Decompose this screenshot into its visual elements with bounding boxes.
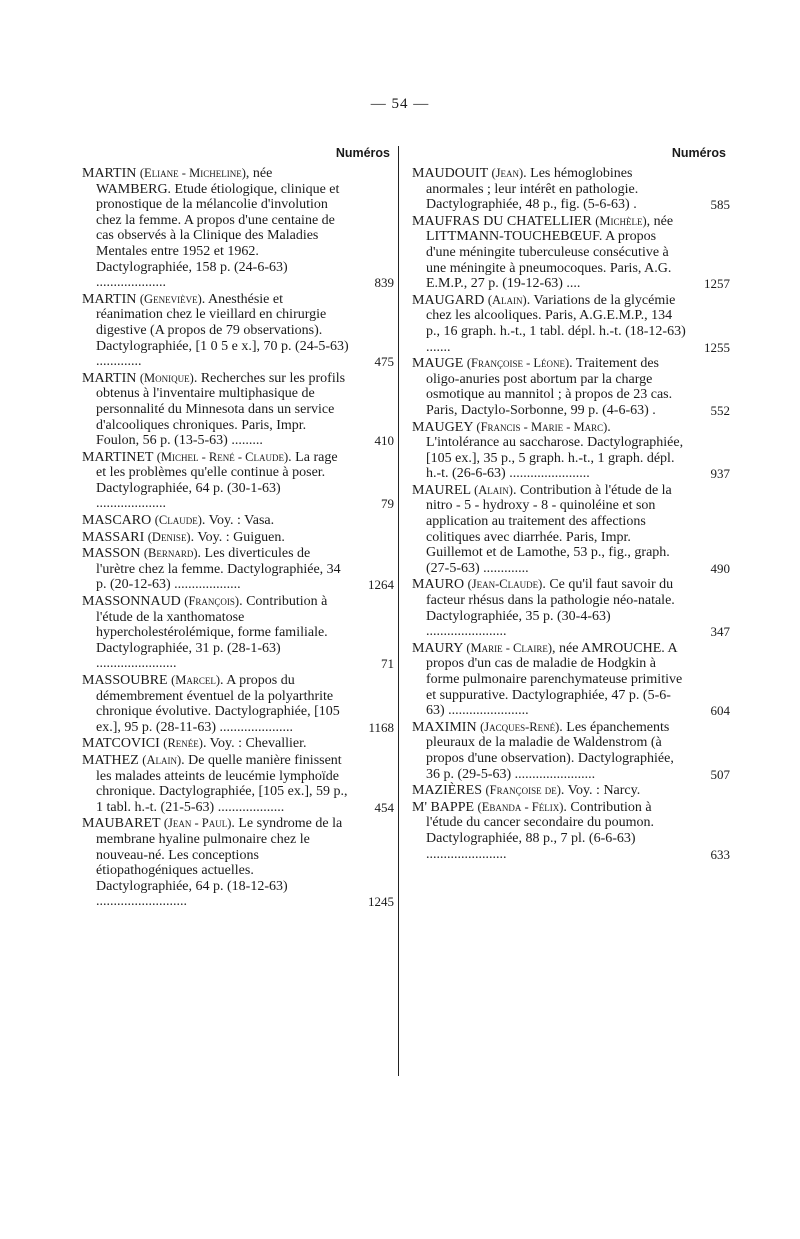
index-entry: [82, 450, 394, 512]
entry-number: 490: [710, 560, 730, 576]
entry-number: 347: [710, 624, 730, 640]
index-entry: [82, 753, 394, 815]
index-entry: [412, 166, 730, 213]
author-name: MATCOVICI: [82, 736, 160, 752]
author-given-name: (Jean - Paul): [163, 816, 232, 831]
author-given-name: (Alain): [487, 292, 527, 307]
author-name: MARTIN: [82, 166, 137, 181]
entry-description: , née WAMBERG. Etude étiologique, clinique et pronostique de la mélancolie d'involution chez la femme. A propos d'une centaine de cas observés à la Clinique des Maladies Mentales entre 1952 et 1962. Dactylographiée, 158 p. (24-6-63) ....................: [96, 166, 340, 291]
author-name: MASSOUBRE: [82, 673, 168, 688]
page-number: — 54 —: [370, 96, 430, 112]
entry-description: , née AMROUCHE. A propos d'un cas de maladie de Hodgkin à forme pulmonaire parenchymateuse primitive et suppurative. Dactylographiée, 47 p. (5-6-63) .......................: [426, 640, 683, 719]
author-given-name: (Alain): [474, 482, 513, 497]
entry-description: . Variations de la glycémie chez les alcooliques. Paris, A.G.E.M.P., 134 p., 16 graph. h.-t., 1 tabl. dépl. h.-t. (18-12-63) .......: [426, 292, 686, 355]
entry-description: . Les diverticules de l'urètre chez la femme. Dactylographiée, 34 p. (20-12-63) ...................: [96, 546, 341, 593]
index-entry: [412, 483, 730, 577]
author-name: MATHEZ: [82, 752, 139, 768]
entry-number: 507: [710, 766, 730, 782]
index-entry: [82, 673, 394, 735]
entry-description: . Traitement des oligo-anuries post abortum par la charge osmotique au mannitol ; à propos de 23 cas. Paris, Dactylo-Sorbonne, 99 p. (4-6-63) .: [426, 356, 673, 418]
author-given-name: (Claude): [154, 513, 202, 528]
author-given-name: (Jacques-René): [480, 719, 560, 734]
index-entry: [412, 214, 730, 292]
author-name: MAUGE: [412, 356, 464, 372]
author-name: MARTIN: [82, 291, 137, 307]
entry-description: . Voy. : Narcy.: [560, 783, 641, 799]
author-name: MAURO: [412, 577, 465, 593]
author-name: MAXIMIN: [412, 719, 477, 735]
author-given-name: (Françoise - Léone): [466, 356, 570, 371]
entry-description: . Contribution à l'étude du cancer secondaire du poumon. Dactylographiée, 88 p., 7 pl. (6-6-63) .......................: [426, 799, 654, 862]
entry-description: . Voy. : Vasa.: [201, 513, 275, 529]
author-name: MAUGEY: [412, 419, 473, 435]
author-name: MARTINET: [82, 449, 154, 465]
author-given-name: (Michèle): [595, 213, 647, 228]
author-given-name: (Michel - René - Claude): [156, 449, 289, 464]
author-name: MAUBARET: [82, 816, 161, 832]
author-name: MAZIÈRES: [412, 783, 482, 799]
index-entry: [412, 356, 730, 418]
entry-number: 552: [710, 402, 730, 418]
author-name: MAUGARD: [412, 292, 485, 308]
entry-description: . Voy. : Guiguen.: [190, 529, 285, 545]
entry-description: . Voy. : Chevallier.: [202, 736, 307, 752]
index-entry: [82, 292, 394, 370]
entry-description: . L'intolérance au saccharose. Dactylographiée, [105 ex.], 35 p., 5 graph. h.-t., 1 graph. dépl. h.-t. (26-6-63) .......................: [426, 419, 684, 482]
author-name: MASCARO: [82, 513, 152, 529]
author-name: MASSON: [82, 546, 141, 562]
entry-number: 1245: [368, 894, 394, 910]
author-given-name: (Francis - Marie - Marc): [476, 419, 608, 434]
index-entry: [82, 546, 394, 593]
author-given-name: (Jean-Claude): [467, 577, 543, 592]
index-entry: [82, 530, 394, 546]
entry-number: 71: [381, 656, 394, 672]
entry-number: 585: [710, 197, 730, 213]
index-entry: [412, 420, 730, 482]
entry-number: 410: [374, 433, 394, 449]
author-name: MAUFRAS DU CHATELLIER: [412, 213, 592, 229]
index-entry: [412, 577, 730, 639]
author-name: MAUREL: [412, 482, 471, 498]
entry-description: . Recherches sur les profils obtenus à l'inventaire multiphasique de personnalité du Minnesota dans un service d'alcooliques chroniques. Paris, Impr. Foulon, 56 p. (13-5-63) .........: [96, 370, 346, 449]
index-entry: [82, 371, 394, 449]
entry-description: . Les épanchements pleuraux de la maladie de Waldenstrom (à propos d'une observation). Dactylographiée, 36 p. (29-5-63) .......................: [426, 719, 674, 782]
entry-description: . A propos du démembrement éventuel de la polyarthrite chronique évolutive. Dactylographiée, [105 ex.], 95 p. (28-11-63) .....................: [96, 673, 340, 735]
entry-description: . Contribution à l'étude de la nitro - 5 - hydroxy - 8 - quinoléine et son application au traitement des affections colitiques avec diarrhée. Paris, Impr. Guillemot et de Lamothe, 53 p., fig., graph. (27-5-63) .............: [426, 482, 672, 576]
author-given-name: (Alain): [142, 752, 182, 767]
entry-number: 454: [374, 799, 394, 815]
author-given-name: (Marie - Claire): [466, 640, 553, 655]
author-name: MASSARI: [82, 529, 145, 545]
index-entry: [412, 800, 730, 862]
index-entry: [412, 720, 730, 782]
entry-number: 1264: [368, 577, 394, 593]
entry-description: . Contribution à l'étude de la xanthomatose hypercholestérolémique, forme familiale. Dactylographiée, 31 p. (28-1-63) .......................: [96, 594, 328, 672]
author-name: MAUDOUIT: [412, 166, 488, 181]
entry-description: . Les hémoglobines anormales ; leur intérêt en pathologie. Dactylographiée, 48 p., fig. (5-6-63) .: [426, 166, 639, 213]
author-name: MARTIN: [82, 370, 137, 386]
left-column: [82, 146, 394, 911]
entry-number: 1255: [704, 339, 730, 355]
author-name: MASSONNAUD: [82, 594, 181, 610]
author-name: M' BAPPE: [412, 799, 475, 815]
author-given-name: (Marcel): [171, 673, 221, 687]
entry-description: , née LITTMANN-TOUCHEBŒUF. A propos d'une méningite tuberculeuse consécutive à une méningite à pneumocoques. Paris, A.G. E.M.P., 27 p. (19-12-63) ....: [426, 213, 674, 292]
column-divider: [398, 146, 399, 1076]
right-column: [412, 146, 730, 863]
entry-number: 604: [710, 703, 730, 719]
author-given-name: (François): [184, 594, 240, 609]
entry-number: 633: [710, 846, 730, 862]
author-given-name: (Renée): [163, 736, 203, 751]
index-entry: [82, 166, 394, 291]
index-entry: [412, 783, 730, 799]
index-entry: [82, 513, 394, 529]
entry-number: 937: [710, 466, 730, 482]
entry-description: . Le syndrome de la membrane hyaline pulmonaire chez le nouveau-né. Les conceptions étiopathogéniques actuelles. Dactylographiée, 64 p. (18-12-63) ..........................: [96, 816, 343, 910]
entry-description: . Ce qu'il faut savoir du facteur rhésus dans la pathologie néo-natale. Dactylographiée, 35 p. (30-4-63) .......................: [426, 577, 675, 640]
entry-description: . La rage et les problèmes qu'elle continue à poser. Dactylographiée, 64 p. (30-1-63) ....................: [96, 449, 338, 512]
entry-number: 1257: [704, 276, 730, 292]
column-header: Numéros: [335, 146, 390, 160]
entry-description: . Anesthésie et réanimation chez le vieillard en chirurgie digestive (A propos de 79 observations). Dactylographiée, [1 0 5 e x.], 70 p. (24-5-63) .............: [96, 291, 349, 370]
author-given-name: (Françoise de): [485, 783, 561, 798]
entry-number: 1168: [368, 719, 394, 735]
index-entry: [82, 736, 394, 752]
author-given-name: (Monique): [139, 370, 194, 385]
index-entry: [82, 594, 394, 672]
index-entry: [82, 816, 394, 910]
entry-number: 839: [374, 275, 394, 291]
entry-description: . De quelle manière finissent les malades atteints de leucémie lymphoïde chronique. Dactylographiée, [105 ex.], 59 p., 1 tabl. h.-t. (21-5-63) ...................: [96, 752, 348, 815]
entry-number: 79: [381, 496, 394, 512]
entry-number: 475: [374, 354, 394, 370]
author-given-name: (Geneviève): [139, 291, 202, 306]
author-given-name: (Bernard): [143, 546, 198, 561]
author-given-name: (Denise): [147, 529, 191, 544]
column-header: Numéros: [671, 146, 726, 160]
index-entry: [412, 641, 730, 719]
author-given-name: (Jean): [491, 166, 524, 180]
author-name: MAURY: [412, 640, 463, 656]
index-entry: [412, 293, 730, 355]
author-given-name: (Eliane - Micheline): [139, 166, 246, 180]
author-given-name: (Ebanda - Félix): [477, 799, 564, 814]
